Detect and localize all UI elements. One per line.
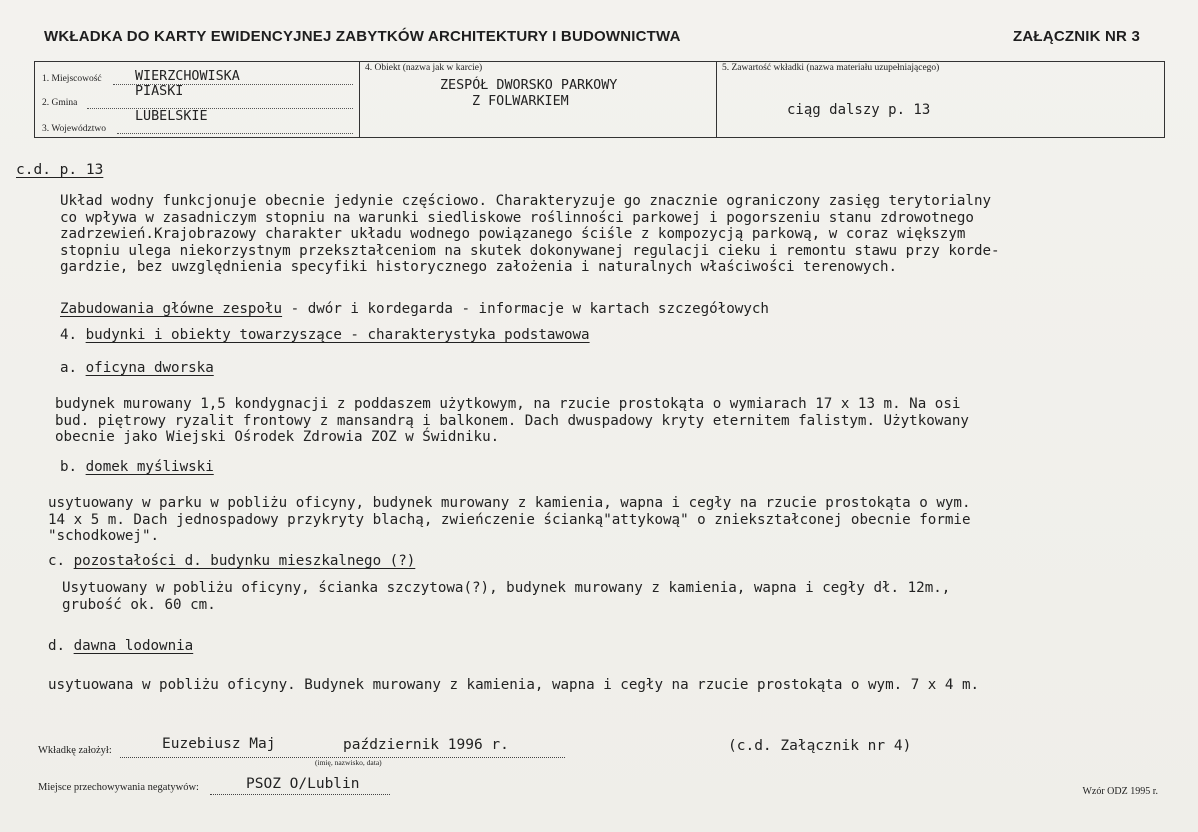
item-c-heading [48,553,415,569]
cd-reference: c.d. p. 13 [16,162,104,178]
zawartosc-label: 5. Zawartość wkładki (nazwa materiału uzupełniającego) [722,63,940,73]
item-letter: c. [48,553,74,569]
text-line: "schodkowej". [48,528,160,544]
miejscowosc-label: 1. Miejscowość [42,74,102,84]
zabudowania-text: - dwór i kordegarda - informacje w kartach szczegółowych [282,301,769,317]
negatywy-value: PSOZ O/Lublin [246,776,360,792]
gmina-label: 2. Gmina [42,98,78,108]
text-line: stopniu ulega niekorzystnym przekształceniom na skutek dokonywanej regulacji cieku i remontu stawu przy korde- [60,242,1000,259]
text-line: gardzie, bez uwzględnienia specyfiki historycznego założenia i naturalnych właściwości terenowych. [60,259,898,275]
zabudowania-line [60,301,769,317]
item-c-title: pozostałości d. budynku mieszkalnego (?) [73,553,416,569]
object-box [359,61,716,138]
zalozyl-label: Wkładkę założył: [38,745,112,756]
item-d-heading [48,638,193,654]
item-c-text [62,580,1172,613]
obiekt-line1: ZESPÓŁ DWORSKO PARKOWY [440,78,618,93]
text-line: Usytuowany w pobliżu oficyny, ścianka szczytowa(?), budynek murowany z kamienia, wapna i cegły dł. 12m., [62,580,951,596]
obiekt-line2: Z FOLWARKIEM [472,94,569,109]
location-box [34,61,359,138]
text-line: usytuowana w pobliżu oficyny. Budynek murowany z kamienia, wapna i cegły na rzucie prostokąta o wym. 7 x 4 m. [48,677,980,693]
text-line: Układ wodny funkcjonuje obecnie jedynie częściowo. Charakteryzuje go znacznie ograniczony zasięg terytorialny [60,193,992,209]
gmina-line [87,108,353,109]
zalozyl-date: październik 1996 r. [343,737,509,753]
item-letter: a. [60,360,86,376]
section-4-title: budynki i obiekty towarzyszące - charakterystyka podstawowa [85,327,590,343]
zalozyl-name: Euzebiusz Maj [162,736,276,752]
item-b-heading [60,459,214,475]
zawartosc-value: ciąg dalszy p. 13 [787,102,931,118]
text-line: grubość ok. 60 cm. [62,596,216,613]
gmina-value: PIASKI [135,84,184,99]
text-line: usytuowany w parku w pobliżu oficyny, budynek murowany z kamienia, wapna i cegły na rzucie prostokąta o wym. [48,495,971,511]
item-letter: b. [60,459,86,475]
item-a-text [55,396,1165,446]
wojewodztwo-value: LUBELSKIE [135,109,208,124]
wojewodztwo-line [117,133,353,134]
item-b-text [48,495,1158,545]
miejscowosc-value: WIERZCHOWISKA [135,69,240,84]
item-b-title: domek myśliwski [85,459,214,475]
attachment-number: ZAŁĄCZNIK NR 3 [1013,28,1140,45]
document-title: WKŁADKA DO KARTY EWIDENCYJNEJ ZABYTKÓW ARCHITEKTURY I BUDOWNICTWA [44,28,681,45]
obiekt-label: 4. Obiekt (nazwa jak w karcie) [365,63,483,73]
item-d-title: dawna lodownia [73,638,194,654]
negatywy-line [210,794,390,795]
text-line: budynek murowany 1,5 kondygnacji z poddaszem użytkowym, na rzucie prostokąta o wymiarach 17 x 13 m. Na osi [55,396,961,412]
item-letter: d. [48,638,74,654]
zabudowania-heading: Zabudowania główne zespołu [60,301,283,317]
item-a-heading [60,360,214,376]
paragraph-water-system [60,193,1170,276]
zalozyl-hint: (imię, nazwisko, data) [315,758,382,767]
item-d-text [48,677,1158,694]
text-line: bud. piętrowy ryzalit frontowy z mansandrą i balkonem. Dach dwuspadowy kryty eternitem falistym. Użytkowany [55,412,969,429]
form-version: Wzór ODZ 1995 r. [1082,786,1158,797]
text-line: 14 x 5 m. Dach jednospadowy przykryty blachą, zwieńczenie ścianką"attykową" o zniekształconej obecnie formie [48,511,971,528]
negatywy-label: Miejsce przechowywania negatywów: [38,782,199,793]
cd-attachment-note: (c.d. Załącznik nr 4) [728,738,912,754]
text-line: zadrzewień.Krajobrazowy charakter układu wodnego powiązanego ściśle z kompozycją parkową, w coraz większym [60,226,966,242]
text-line: obecnie jako Wiejski Ośrodek Zdrowia ZOZ w Świdniku. [55,429,500,445]
wojewodztwo-label: 3. Województwo [42,124,106,134]
item-a-title: oficyna dworska [85,360,214,376]
section-4-heading [60,327,590,343]
content-box [716,61,1165,138]
text-line: co wpływa w zasadniczym stopniu na warunki siedliskowe roślinności parkowej i pogorszeniu stanu zdrowotnego [60,209,974,226]
section-number: 4. [60,327,86,343]
